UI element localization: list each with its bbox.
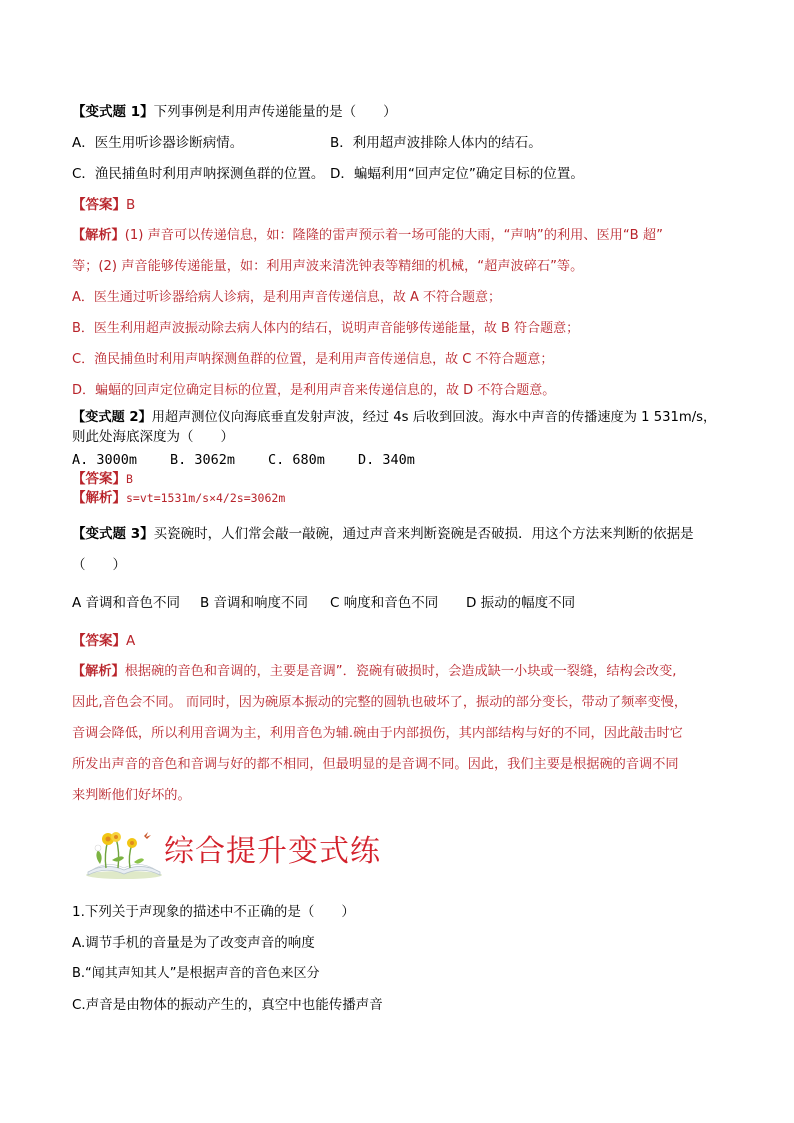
q2-analysis: s=vt=1531m/s×4/2s=3062m bbox=[126, 491, 286, 505]
section-title: 综合提升变式练 bbox=[164, 834, 381, 869]
q2-answer: B bbox=[126, 472, 133, 486]
q3-analysis-line-1 bbox=[72, 663, 676, 681]
q3-option-b: B 音调和响度不同 bbox=[200, 595, 309, 611]
q3-option-c: C 响度和音色不同 bbox=[330, 595, 439, 611]
q3-answer-line bbox=[72, 632, 135, 650]
q1-analysis-line-2: 等；(2) 声音能够传递能量，如：利用声波来清洗钟表等精细的机械，“超声波碎石”等。 bbox=[72, 259, 584, 274]
q3-stem-line-1 bbox=[72, 525, 694, 543]
q2-stem-line-1 bbox=[72, 409, 716, 427]
q2-option-d: D. 340m bbox=[358, 452, 415, 468]
q3-analysis-tag: 【解析】 bbox=[72, 664, 125, 679]
q3-answer: A bbox=[126, 633, 136, 649]
q3-analysis-line-3: 音调会降低，所以利用音调为主，利用音色为辅.碗由于内部损伤，其内部结构与好的不同，因此敲击时它 bbox=[72, 726, 683, 741]
q3-answer-tag: 【答案】 bbox=[72, 633, 126, 649]
q1-answer-line bbox=[72, 196, 135, 214]
q1-analysis-item-b: B．医生利用超声波振动除去病人体内的结石，说明声音能够传递能量，故 B 符合题意； bbox=[72, 321, 580, 336]
q1-analysis-tag: 【解析】 bbox=[72, 228, 125, 243]
q1-option-c: C．渔民捕鱼时利用声呐探测鱼群的位置。 bbox=[72, 166, 325, 182]
book-flowers-icon bbox=[84, 828, 164, 880]
q3-analysis-line-5: 来判断他们好坏的。 bbox=[72, 788, 191, 803]
q1-option-d: D．蝙蝠利用“回声定位”确定目标的位置。 bbox=[330, 166, 584, 182]
section-header bbox=[84, 828, 394, 880]
q1-analysis-line-1 bbox=[72, 227, 663, 245]
q3-stem-line-2: （ ） bbox=[72, 557, 126, 573]
q2-option-a: A. 3000m bbox=[72, 452, 138, 468]
practice1-option-b: B.“闻其声知其人”是根据声音的音色来区分 bbox=[72, 966, 320, 981]
q3-option-a: A 音调和音色不同 bbox=[72, 595, 181, 611]
q3-option-d: D 振动的幅度不同 bbox=[466, 595, 576, 611]
q2-stem-line-2: 则此处海底深度为（ ） bbox=[72, 429, 234, 445]
q1-analysis-item-a: A．医生通过听诊器给病人诊病，是利用声音传递信息，故 A 不符合题意； bbox=[72, 290, 502, 305]
q1-analysis-item-d: D．蝙蝠的回声定位确定目标的位置，是利用声音来传递信息的，故 D 不符合题意。 bbox=[72, 383, 556, 398]
practice1-option-c: C.声音是由物体的振动产生的，真空中也能传播声音 bbox=[72, 997, 383, 1013]
q1-answer: B bbox=[126, 197, 136, 213]
q3-analysis-line-2: 因此,音色会不同。 而同时，因为碗原本振动的完整的圆轨也破坏了，振动的部分变长，带动了频率变慢， bbox=[72, 695, 688, 710]
q2-answer-tag: 【答案】 bbox=[72, 471, 126, 487]
q2-option-c: C. 680m bbox=[268, 452, 325, 468]
q2-analysis-tag: 【解析】 bbox=[72, 490, 126, 506]
q2-tag: 【变式题 2】 bbox=[72, 410, 152, 425]
q1-option-b: B．利用超声波排除人体内的结石。 bbox=[330, 135, 542, 151]
q2-option-b: B. 3062m bbox=[170, 452, 236, 468]
q1-option-a: A．医生用听诊器诊断病情。 bbox=[72, 135, 244, 151]
q1-stem-line bbox=[72, 103, 397, 121]
q1-analysis-item-c: C．渔民捕鱼时利用声呐探测鱼群的位置，是利用声音传递信息，故 C 不符合题意； bbox=[72, 352, 554, 367]
q2-analysis-line bbox=[72, 489, 285, 507]
q2-stem-text-1: 用超声测位仪向海底垂直发射声波，经过 4s 后收到回波。海水中声音的传播速度为 1 531m/s， bbox=[151, 410, 717, 425]
q3-tag: 【变式题 3】 bbox=[72, 526, 154, 542]
practice1-option-a: A.调节手机的音量是为了改变声音的响度 bbox=[72, 935, 315, 951]
q1-answer-tag: 【答案】 bbox=[72, 197, 126, 213]
q2-answer-line bbox=[72, 470, 133, 488]
practice1-stem: 1.下列关于声现象的描述中不正确的是（ ） bbox=[72, 904, 355, 920]
q1-analysis-text-1: (1) 声音可以传递信息，如：隆隆的雷声预示着一场可能的大雨，“声呐”的利用、医用“B 超” bbox=[124, 228, 663, 243]
q3-analysis-text-1: 根据碗的音色和音调的，主要是音调”．瓷碗有破损时，会造成缺一小块或一裂缝，结构会改变, bbox=[124, 664, 677, 679]
q3-analysis-line-4: 所发出声音的音色和音调与好的都不相同，但最明显的是音调不同。因此，我们主要是根据碗的音调不同 bbox=[72, 757, 679, 772]
q3-stem-text-1: 买瓷碗时，人们常会敲一敲碗，通过声音来判断瓷碗是否破损．用这个方法来判断的依据是 bbox=[153, 526, 694, 542]
q1-tag: 【变式题 1】 bbox=[72, 104, 154, 120]
q1-stem: 下列事例是利用声传递能量的是（ ） bbox=[153, 104, 397, 120]
